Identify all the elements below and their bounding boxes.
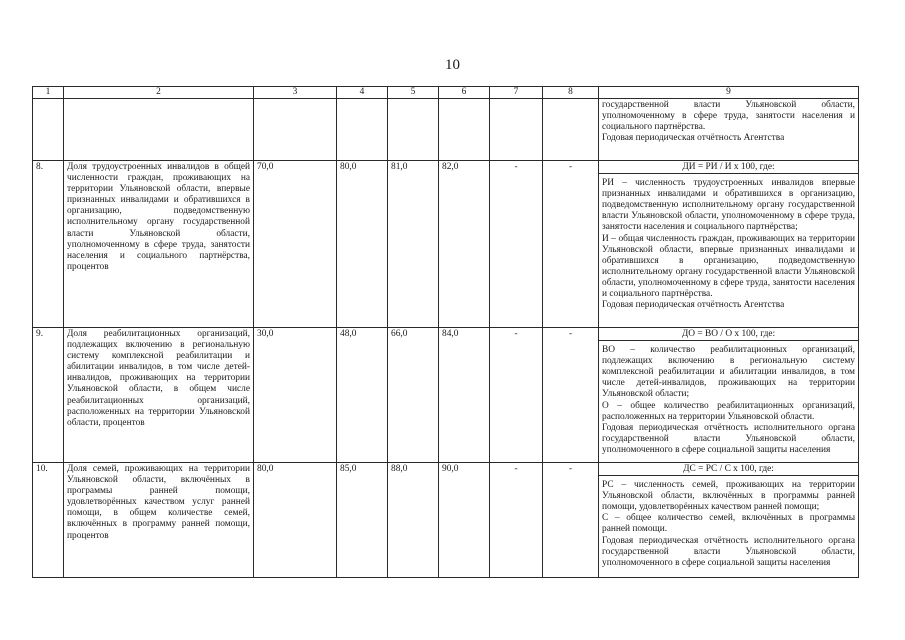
page-number: 10 <box>445 57 460 73</box>
value-cell: - <box>490 161 543 328</box>
value-cell: 66,0 <box>388 328 439 463</box>
value-cell: 81,0 <box>388 161 439 328</box>
value-cell: - <box>490 463 543 578</box>
header-cell: 3 <box>254 87 337 99</box>
value-cell: 48,0 <box>337 328 388 463</box>
table-row <box>33 463 859 578</box>
value-cell: - <box>543 161 599 328</box>
indicator-name: Доля семей, проживающих на территории Ульяновской области, включённых в программы ранней помощи, удовлетворённых качеством услуг ранней помощи, в общем количестве семей, включённых в программу ранней помощи, процентов <box>64 463 254 578</box>
continuation-text: государственной власти Ульяновской области, уполномоченному в сфере труда, занятости населения и социального партнёрства. <box>602 100 855 133</box>
value-cell: 90,0 <box>439 463 490 578</box>
formula-term: ВО – количество реабилитационных организаций, подлежащих включению в региональную систему комплексной реабилитации и абилитации инвалидов, в том числе детей-инвалидов, проживающих на территории Ульяновской области; <box>602 345 855 400</box>
formula-term: И – общая численность граждан, проживающих на территории Ульяновской области, впервые признанных инвалидами и обратившихся в организацию, подведомственную исполнительному органу государственной власти Ульяновской области, уполномоченному в сфере труда, занятости населения и социального партнёрства. <box>602 233 855 300</box>
row-number: 10. <box>33 463 64 578</box>
value-cell: 84,0 <box>439 328 490 463</box>
indicator-name: Доля реабилитационных организаций, подлежащих включению в региональную систему комплексной реабилитации и абилитации инвалидов, в том числе детей-инвалидов, проживающих на территории Ульяновской области, в общем числе реабилитационных организаций, расположенных на территории Ульяновской области, процентов <box>64 328 254 463</box>
formula: ДС = РС / С х 100, где: <box>599 464 858 476</box>
data-source: Годовая периодическая отчётность исполнительного органа государственной власти Ульяновской области, уполномоченного в сфере социальной защиты населения <box>602 422 855 455</box>
methodology-cell <box>599 161 859 328</box>
header-cell: 6 <box>439 87 490 99</box>
header-cell: 4 <box>337 87 388 99</box>
data-source: Годовая периодическая отчётность исполнительного органа государственной власти Ульяновской области, уполномоченного в сфере социальной защиты населения <box>602 535 855 568</box>
header-cell: 1 <box>33 87 64 99</box>
value-cell: 82,0 <box>439 161 490 328</box>
table-row <box>33 328 859 463</box>
formula-term: РИ – численность трудоустроенных инвалидов впервые признанных инвалидами и обратившихся в организацию, подведомственную исполнительному органу государственной власти Ульяновской области, уполномоченному в сфере труда, занятости населения и социального партнёрства; <box>602 178 855 233</box>
data-source: Годовая периодическая отчётность Агентства <box>602 133 785 144</box>
formula-term: С – общее количество семей, включённых в программы ранней помощи. <box>602 513 855 535</box>
table-header-row <box>33 87 859 99</box>
value-cell: - <box>490 328 543 463</box>
continuation-cell <box>599 99 859 161</box>
formula-term: РС – численность семей, проживающих на территории Ульяновской области, включённых в программы ранней помощи, удовлетворённых качеством ранней помощи; <box>602 480 855 513</box>
methodology-cell <box>599 463 859 578</box>
value-cell: 88,0 <box>388 463 439 578</box>
value-cell: 85,0 <box>337 463 388 578</box>
value-cell: 80,0 <box>337 161 388 328</box>
header-cell: 5 <box>388 87 439 99</box>
value-cell: 30,0 <box>254 328 337 463</box>
header-cell: 2 <box>64 87 254 99</box>
row-number: 9. <box>33 328 64 463</box>
indicator-name: Доля трудоустроенных инвалидов в общей численности граждан, проживающих на территории Ульяновской области, впервые признанных инвалидами и обратившихся в организацию, подведомственную исполнительному органу государственной власти Ульяновской области, уполномоченному в сфере труда, занятости населения и социального партнёрства, процентов <box>64 161 254 328</box>
formula: ДО = ВО / О х 100, где: <box>599 329 858 341</box>
table-row <box>33 161 859 328</box>
header-cell: 8 <box>543 87 599 99</box>
header-cell: 9 <box>599 87 859 99</box>
methodology-cell <box>599 328 859 463</box>
value-cell: - <box>543 463 599 578</box>
formula: ДИ = РИ / И х 100, где: <box>599 162 858 174</box>
value-cell: 80,0 <box>254 463 337 578</box>
table-row <box>33 99 859 161</box>
indicators-table <box>32 86 859 578</box>
row-number: 8. <box>33 161 64 328</box>
formula-term: О – общее количество реабилитационных организаций, расположенных на территории Ульяновской области. <box>602 400 855 422</box>
header-cell: 7 <box>490 87 543 99</box>
value-cell: - <box>543 328 599 463</box>
data-source: Годовая периодическая отчётность Агентства <box>602 300 785 311</box>
value-cell: 70,0 <box>254 161 337 328</box>
